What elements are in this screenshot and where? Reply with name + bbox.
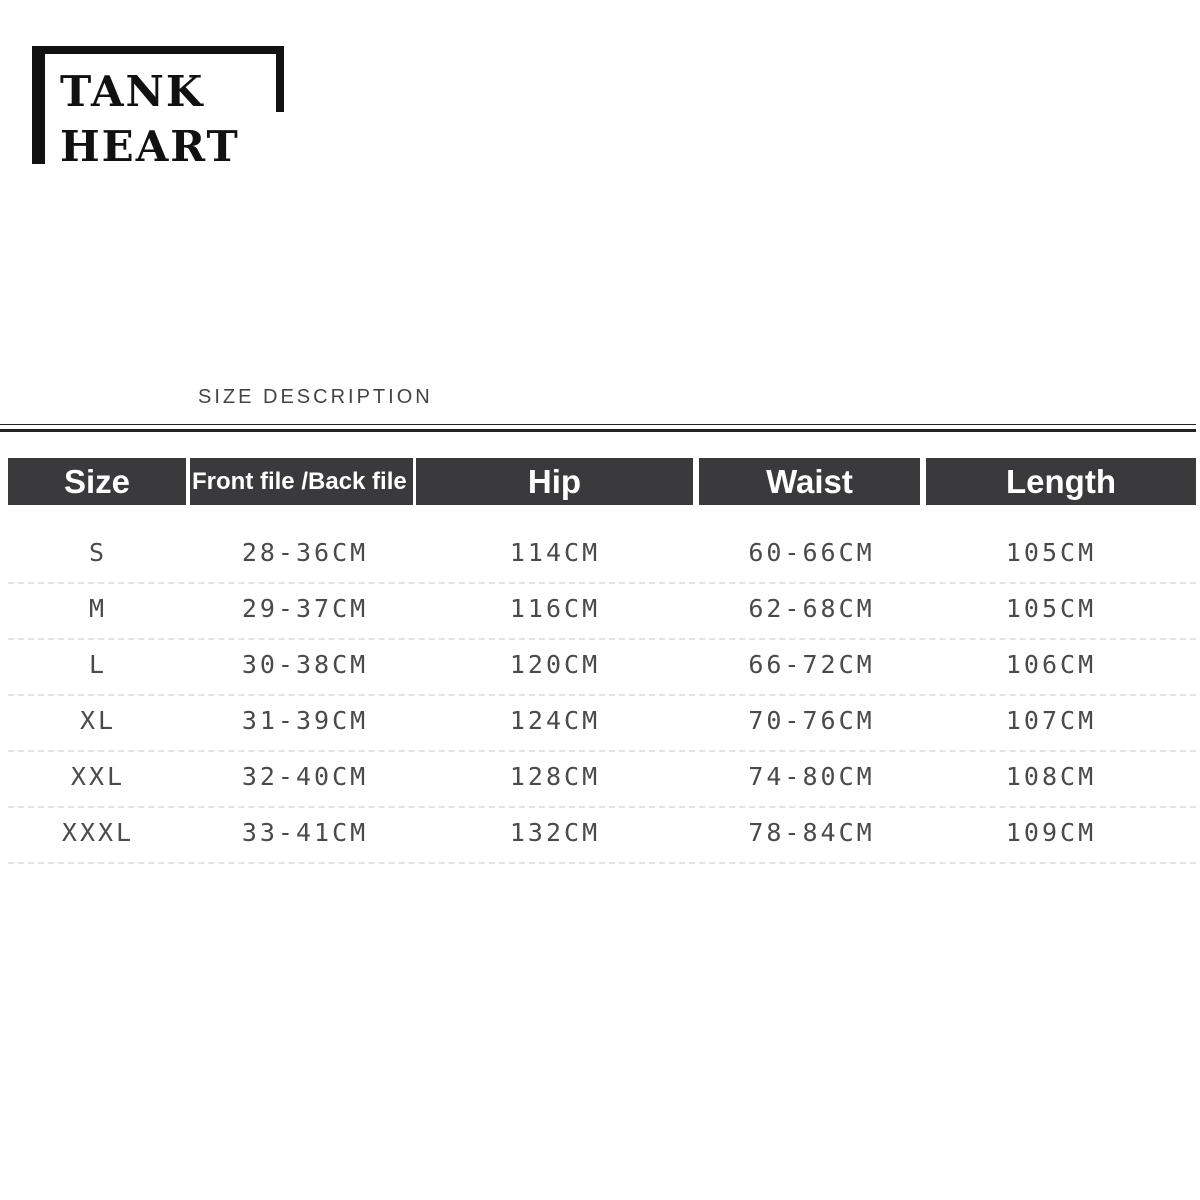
cell-size: XXXL: [61, 817, 135, 847]
cell-hip: 128CM: [509, 761, 601, 791]
row-divider: [8, 862, 1196, 864]
table-row: [8, 748, 1196, 804]
cell-front-back: 32-40CM: [241, 761, 369, 791]
cell-hip: 124CM: [509, 705, 601, 735]
cell-front-back: 30-38CM: [241, 649, 369, 679]
cell-size: L: [88, 649, 108, 679]
cell-waist: 60-66CM: [748, 537, 875, 567]
brand-logo: [32, 46, 302, 171]
cell-hip: 120CM: [509, 649, 601, 679]
cell-waist: 78-84CM: [748, 817, 875, 847]
logo-word-tank: TANK: [60, 67, 205, 116]
header-size: Size: [8, 458, 186, 505]
cell-size: XXL: [70, 761, 126, 791]
logo-frame-left: [32, 46, 45, 164]
cell-length: 109CM: [1005, 817, 1097, 847]
cell-hip: 114CM: [509, 537, 601, 567]
header-length: Length: [926, 458, 1196, 505]
cell-front-back: 31-39CM: [241, 705, 369, 735]
cell-hip: 116CM: [509, 593, 601, 623]
cell-size: XL: [79, 705, 117, 735]
cell-size: S: [88, 537, 108, 567]
cell-length: 106CM: [1005, 649, 1097, 679]
cell-length: 105CM: [1005, 537, 1097, 567]
cell-length: 108CM: [1005, 761, 1097, 791]
logo-frame-top: [32, 46, 284, 54]
cell-length: 107CM: [1005, 705, 1097, 735]
cell-front-back: 29-37CM: [241, 593, 369, 623]
title-rule-thick: [0, 429, 1196, 432]
table-row: [8, 580, 1196, 636]
header-front-back-file: Front file /Back file: [190, 458, 413, 505]
cell-length: 105CM: [1005, 593, 1097, 623]
cell-waist: 74-80CM: [748, 761, 875, 791]
table-row: [8, 636, 1196, 692]
header-hip: Hip: [416, 458, 693, 505]
logo-word-heart: HEART: [60, 122, 240, 171]
table-row: [8, 524, 1196, 580]
cell-waist: 62-68CM: [748, 593, 875, 623]
logo-frame-right: [276, 46, 284, 112]
title-rule-thin: [0, 424, 1196, 425]
cell-front-back: 33-41CM: [241, 817, 369, 847]
section-title: SIZE DESCRIPTION: [198, 386, 433, 408]
cell-waist: 66-72CM: [748, 649, 875, 679]
cell-size: M: [88, 593, 108, 623]
cell-front-back: 28-36CM: [241, 537, 369, 567]
header-waist: Waist: [699, 458, 920, 505]
table-row: [8, 692, 1196, 748]
table-row: [8, 804, 1196, 860]
cell-waist: 70-76CM: [748, 705, 875, 735]
cell-hip: 132CM: [509, 817, 601, 847]
